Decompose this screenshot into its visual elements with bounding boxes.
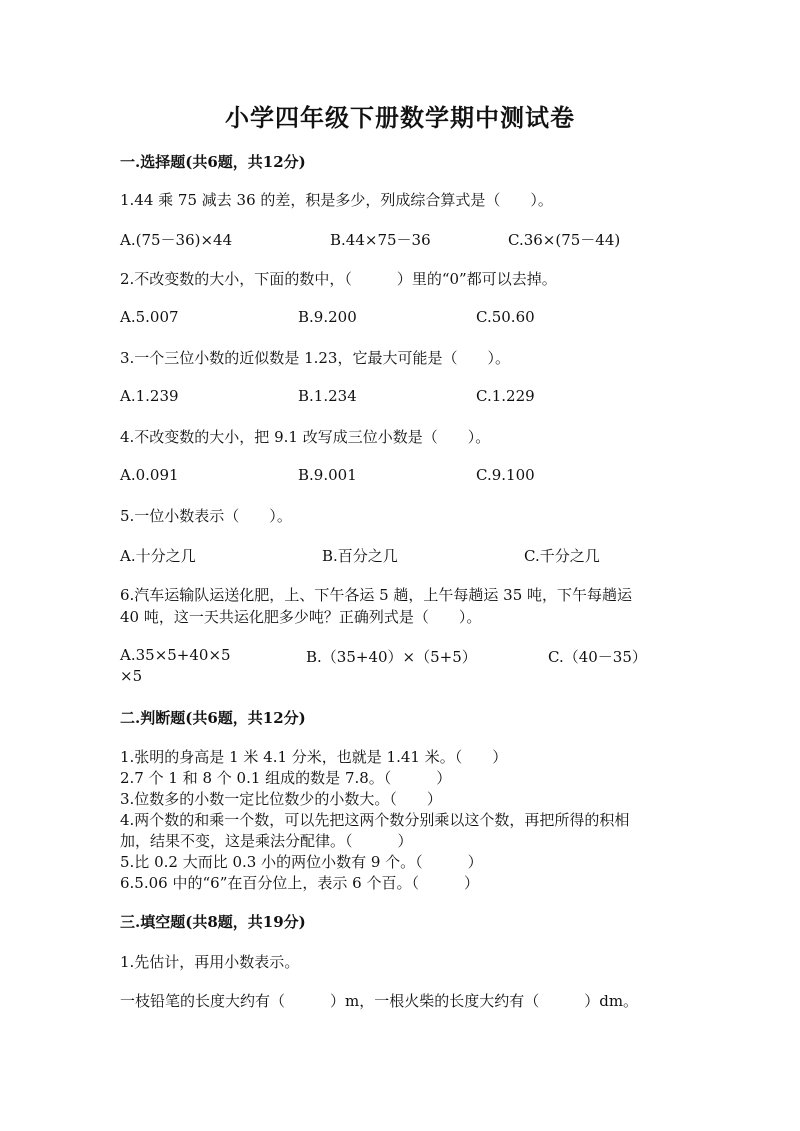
option-c: C.1.229 <box>476 387 535 405</box>
option-b: B.9.200 <box>298 308 357 326</box>
option-c: C.千分之几 <box>524 547 600 565</box>
judgement-item: 2.7 个 1 和 8 个 0.1 组成的数是 7.8。（ ） <box>120 769 452 787</box>
question-stem: 3.一个三位小数的近似数是 1.23，它最大可能是（ ）。 <box>120 349 510 367</box>
option-c-cont: ×5 <box>120 667 143 685</box>
option-a: A.十分之几 <box>120 547 196 565</box>
option-a: A.(75－36)×44 <box>120 231 233 249</box>
fill-in-line: 一枝铅笔的长度大约有（ ）m，一根火柴的长度大约有（ ）dm。 <box>120 992 639 1010</box>
option-b: B.1.234 <box>298 387 357 405</box>
question-stem: 1.先估计，再用小数表示。 <box>120 953 300 971</box>
option-a: A.1.239 <box>120 387 179 405</box>
question-stem: 6.汽车运输队运送化肥，上、下午各运 5 趟，上午每趟运 35 吨，下午每趟运 <box>120 586 633 604</box>
question-stem-cont: 40 吨，这一天共运化肥多少吨？正确列式是（ ）。 <box>120 608 482 626</box>
option-b: B.（35+40）×（5+5） <box>306 648 477 666</box>
option-c: C.50.60 <box>476 308 535 326</box>
option-a: A.35×5+40×5 <box>120 646 231 664</box>
judgement-item: 3.位数多的小数一定比位数少的小数大。（ ） <box>120 790 442 808</box>
judgement-item-cont: 加，结果不变，这是乘法分配律。（ ） <box>120 832 413 850</box>
page-title: 小学四年级下册数学期中测试卷 <box>225 103 575 132</box>
question-stem: 2.不改变数的大小，下面的数中，（ ）里的“0”都可以去掉。 <box>120 270 557 288</box>
judgement-item: 4.两个数的和乘一个数，可以先把这两个数分别乘以这个数，再把所得的积相 <box>120 811 630 829</box>
question-stem: 1.44 乘 75 减去 36 的差，积是多少，列成综合算式是（ ）。 <box>120 191 553 209</box>
option-b: B.百分之几 <box>322 547 398 565</box>
option-a: A.5.007 <box>120 308 179 326</box>
section-heading-fill-in: 三.填空题(共8题，共19分) <box>120 913 306 931</box>
option-c: C.36×(75－44) <box>508 231 621 249</box>
option-b: B.9.001 <box>298 466 357 484</box>
option-a: A.0.091 <box>120 466 179 484</box>
judgement-item: 5.比 0.2 大而比 0.3 小的两位小数有 9 个。（ ） <box>120 853 483 871</box>
judgement-item: 1.张明的身高是 1 米 4.1 分米，也就是 1.41 米。（ ） <box>120 748 508 766</box>
section-heading-judgement: 二.判断题(共6题，共12分) <box>120 709 306 727</box>
judgement-item: 6.5.06 中的“6”在百分位上，表示 6 个百。（ ） <box>120 874 479 892</box>
question-stem: 4.不改变数的大小，把 9.1 改写成三位小数是（ ）。 <box>120 428 491 446</box>
option-c: C.9.100 <box>476 466 535 484</box>
option-b: B.44×75－36 <box>330 231 431 249</box>
section-heading-choice: 一.选择题(共6题，共12分) <box>120 153 306 171</box>
option-c: C.（40－35） <box>548 648 647 666</box>
question-stem: 5.一位小数表示（ ）。 <box>120 507 292 525</box>
